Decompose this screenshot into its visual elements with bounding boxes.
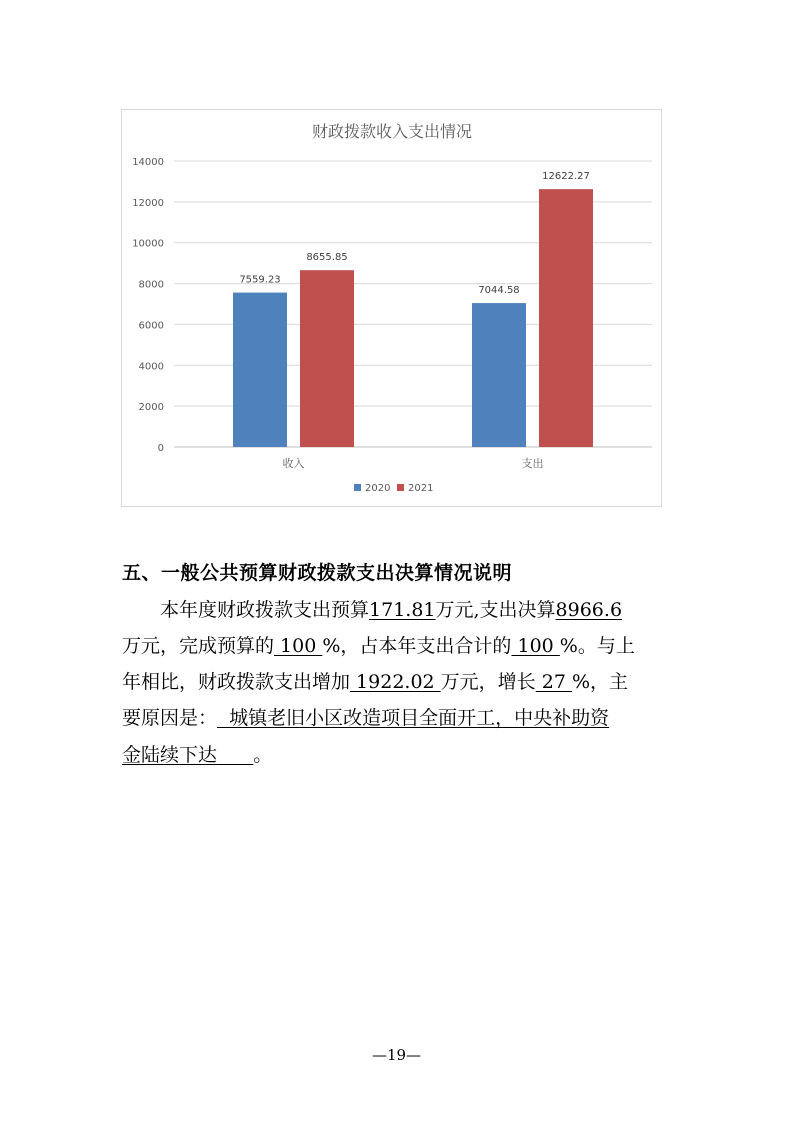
data-label: 7044.58 <box>478 285 520 297</box>
final-value: 8966.6 <box>555 599 623 621</box>
chart-container <box>121 109 662 507</box>
completion-percent: 100 <box>274 635 323 657</box>
y-tick-label: 8000 <box>138 279 164 291</box>
y-tick-label: 10000 <box>132 238 164 250</box>
reason-text: 城镇老旧小区改造项目全面开工，中央补助资 <box>217 707 610 729</box>
data-label: 7559.23 <box>239 274 281 286</box>
paragraph-line-4 <box>122 703 667 730</box>
y-tick-label: 6000 <box>138 320 164 332</box>
page-number: —19— <box>371 1046 422 1064</box>
paragraph-line-5 <box>122 740 667 767</box>
chart-title: 财政拨款收入支出情况 <box>311 122 473 141</box>
text-span: 本年度财政拨款支出预算 <box>160 599 370 621</box>
section-heading: 五、一般公共预算财政拨款支出决算情况说明 <box>122 562 513 584</box>
bar-2020-0 <box>233 293 287 447</box>
text-span: %，占本年支出合计的 <box>322 635 512 657</box>
increase-amount: 1922.02 <box>350 671 441 693</box>
x-tick-label: 收入 <box>282 457 305 470</box>
bar-2020-1 <box>472 303 526 447</box>
text-span: %，主 <box>571 671 629 693</box>
paragraph-line-2 <box>122 631 667 658</box>
y-tick-label: 2000 <box>138 402 164 414</box>
text-span: 。 <box>253 744 273 766</box>
bar-2021-1 <box>539 189 593 447</box>
legend-label: 2021 <box>408 483 434 494</box>
share-percent: 100 <box>511 635 560 657</box>
text-span: 万元，增长 <box>440 671 536 693</box>
x-tick-label: 支出 <box>521 457 544 470</box>
text-span: 万元，完成预算的 <box>122 635 275 657</box>
text-span: 年相比，财政拨款支出增加 <box>122 671 351 693</box>
y-tick-label: 14000 <box>132 157 164 168</box>
y-tick-label: 4000 <box>138 361 164 373</box>
paragraph-line-3 <box>122 667 667 694</box>
paragraph-line-1 <box>160 595 667 622</box>
growth-percent: 27 <box>535 671 572 693</box>
y-tick-label: 0 <box>157 443 164 454</box>
bar-chart <box>122 110 663 508</box>
legend-swatch-2021 <box>397 484 404 491</box>
data-label: 12622.27 <box>542 171 590 183</box>
text-span: 要原因是： <box>122 707 218 729</box>
bar-2021-0 <box>300 270 354 447</box>
budget-value: 171.81 <box>369 599 436 621</box>
legend-swatch-2020 <box>354 484 361 491</box>
text-span: 万元,支出决算 <box>435 599 556 621</box>
y-tick-label: 12000 <box>132 197 164 209</box>
data-label: 8655.85 <box>306 252 348 264</box>
reason-text-continued: 金陆续下达 <box>122 744 254 766</box>
text-span: %。与上 <box>559 635 635 657</box>
legend-label: 2020 <box>365 483 391 494</box>
